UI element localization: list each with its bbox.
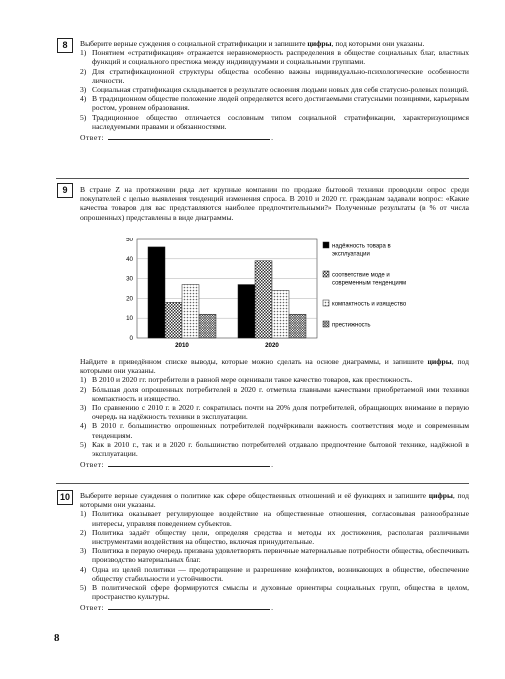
question-10-intro-text: Выберите верные суждения о политике как сфере общественных отношений и её функциях и запишите [80,491,429,500]
option-text: В политической сфере формируются смыслы и духовные ориентиры социальных групп, общества в целом, пространство культуры. [92,583,469,602]
question-8-intro-tail: , под которыми они указаны. [331,39,425,48]
question-10 [80,491,469,613]
answer-dot: . [271,603,274,613]
option-text: Бóльшая доля опрошенных потребителей в 2020 г. отметила главными качествами приобретаемой ими техники компактность и изящество. [92,384,469,403]
y-tick-label: 30 [126,275,133,283]
bar [165,302,182,338]
x-tick-label: 2010 [175,342,189,349]
option-text: Для стратификационной структуры общества особенно важны индивидуально-психологические особенности личности. [92,66,469,85]
answer-label: Ответ: [80,603,105,613]
question-10-option-1 [80,509,469,527]
option-number: 4) [80,421,87,431]
question-8-intro-bold: цифры [307,39,332,48]
question-9-option-2 [80,385,469,403]
option-number: 3) [80,85,87,95]
option-text: Политика оказывает регулирующее воздействие на общественные отношения, согласовывая разнообразные интересы, управляя поведением субъектов. [92,509,469,528]
bar [148,247,165,338]
option-number: 4) [80,564,87,574]
option-number: 2) [80,66,87,76]
answer-field[interactable] [108,603,270,610]
legend-label: престижность [332,322,371,329]
question-9 [80,357,469,469]
option-number: 5) [80,112,87,122]
question-10-option-4 [80,565,469,583]
question-9-task-text: Найдите в приведённом списке выводы, которые можно сделать на основе диаграммы, и запишите [80,357,428,366]
question-8-answer [80,133,469,142]
option-number: 2) [80,527,87,537]
answer-dot: . [271,133,274,143]
question-10-option-3 [80,546,469,564]
y-tick-label: 0 [129,335,133,342]
question-9-option-3 [80,403,469,421]
option-text: Политика задаёт обществу цели, определяя средства и методы их достижения, располагая различными инструментами воздействия на общество, включая принудительные. [92,527,469,547]
bar [289,314,306,338]
bar [238,285,255,338]
question-8-option-5 [80,113,469,131]
legend-swatch [323,300,329,306]
question-8-option-3 [80,85,469,94]
option-number: 5) [80,583,87,593]
option-number: 5) [80,439,87,449]
question-9-intro-block [80,185,469,222]
legend [323,242,407,329]
question-10-number: 10 [57,490,73,505]
option-number: 1) [80,48,87,58]
page-number: 8 [54,632,60,644]
y-tick-label: 50 [126,238,133,243]
option-text: Социальная стратификация складывается в результате освоения людьми новых для себя статусно-ролевых позиций. [92,85,469,95]
option-number: 2) [80,384,87,394]
separator-line [56,483,469,484]
y-tick-label: 10 [126,315,133,323]
question-9-option-1 [80,375,469,384]
question-9-task [80,357,469,375]
x-axis-ticks [175,342,279,349]
y-axis-ticks [126,238,133,342]
question-10-intro-bold: цифры [428,491,453,500]
bar [272,290,289,338]
bar [199,314,216,338]
question-9-option-5 [80,440,469,458]
answer-label: Ответ: [80,133,105,143]
question-8-intro [80,39,469,48]
question-8-option-1 [80,48,469,66]
x-tick-label: 2020 [265,342,279,349]
option-text: В традиционном обществе положение людей определяется всего достигаемыми статусными позициями, карьерным ростом, уровнем образования. [92,94,469,113]
question-10-answer [80,603,469,612]
option-text: Понятием «стратификация» отражается неравномерность распределения в обществе социальных благ, властных функций и социального престижа между индивидуумами и социальными группами. [92,48,469,67]
survey-bar-chart [75,238,465,360]
question-8-option-2 [80,67,469,85]
answer-dot: . [271,460,274,470]
y-tick-label: 20 [126,295,133,303]
legend-swatch [323,321,329,327]
option-number: 3) [80,403,87,413]
option-text: Одна из целей политики — предотвращение и разрешение конфликтов, возникающих в обществе, обеспечение обществу стабильности и устойчивости. [92,564,469,583]
question-10-option-2 [80,528,469,546]
question-9-option-4 [80,421,469,439]
bar [182,285,199,338]
y-tick-label: 40 [126,255,133,263]
legend-swatch [323,242,329,248]
option-text: Политика в первую очередь призвана удовлетворять первичные материальные потребности общества, обеспечивать производство материальных благ. [92,546,469,565]
question-8 [80,39,469,142]
bar [255,261,272,338]
answer-field[interactable] [108,460,270,467]
question-9-task-tail: , под которыми они указаны. [80,357,469,376]
question-9-answer [80,460,469,469]
legend-label: надёжность товара в эксплуатации [332,243,391,258]
legend-label: соответствие моде и современным тенденциям [332,272,407,287]
question-8-number: 8 [57,38,73,53]
option-number: 1) [80,375,87,385]
question-9-intro: В стране Z на протяжении ряда лет крупные компании по продаже бытовой техники проводили опрос среди покупателей с целью выявления тенденций изменения спроса. В 2010 и 2020 гг. гражданам задавали вопрос: «Какие качества товаров для вас представляются наиболее предпочтительными?» Полученные результаты (в % от числа опрошенных) представлены в виде диаграммы. [80,185,469,222]
option-number: 1) [80,509,87,519]
question-10-option-5 [80,583,469,601]
option-text: Как в 2010 г., так и в 2020 г. большинство потребителей отдавало предпочтение бытовой технике, надёжной в эксплуатации. [92,439,469,459]
option-text: В 2010 г. большинство опрошенных потребителей подчёркивали важность соответствия моде и современным тенденциям. [92,421,469,440]
question-10-intro [80,491,469,509]
option-text: По сравнению с 2010 г. в 2020 г. сократилась почти на 20% доля потребителей, обращающих внимание в первую очередь на надёжность техники в эксплуатации. [92,403,469,422]
separator-line [56,178,469,179]
question-8-intro-text: Выберите верные суждения о социальной стратификации и запишите [80,39,308,48]
question-10-intro-tail: , под которыми они указаны. [80,491,469,510]
option-number: 3) [80,546,87,556]
legend-swatch [323,271,329,277]
option-text: Традиционное общество отличается сословным типом социальной стратификации, характеризующимся наследуемыми правами и обязанностями. [92,112,469,131]
option-number: 4) [80,94,87,104]
question-9-task-bold: цифры [427,357,452,366]
question-9-number: 9 [57,183,73,198]
answer-label: Ответ: [80,460,105,470]
option-text: В 2010 и 2020 гг. потребители в равной мере оценивали такое качество товаров, как престижность. [92,375,413,385]
answer-field[interactable] [108,133,270,140]
legend-label: компактность и изящество [332,301,407,308]
question-8-option-4 [80,94,469,112]
